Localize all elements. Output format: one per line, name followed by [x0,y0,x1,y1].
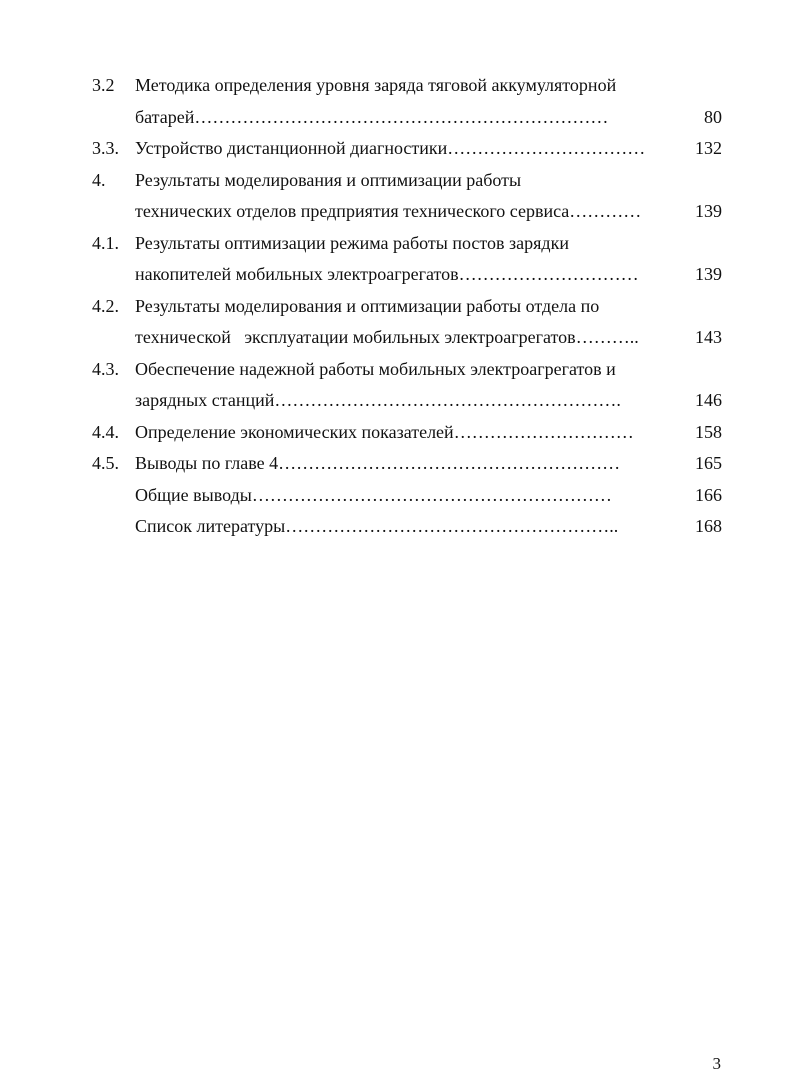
toc-entry-number: 4.2. [92,295,119,316]
toc-entry [92,511,722,543]
toc-entry-page: 143 [695,327,722,347]
page-number: 3 [712,1054,721,1073]
toc-entry-text [135,354,722,417]
toc-entry-title: Список литературы [135,516,286,536]
toc-entry-text [135,448,722,480]
toc-dot-leader: ………………………………………………… [278,453,621,473]
toc-entry-title: батарей [135,106,195,127]
table-of-contents [92,70,722,543]
toc-entry-text [135,417,722,449]
toc-entry-text [135,165,722,228]
toc-dot-leader: ………………………… [453,421,634,442]
toc-dot-leader: ………… [569,201,642,221]
toc-entry-last-line [135,480,722,512]
toc-entry-number: 3.2 [92,75,115,95]
toc-entry-line: Обеспечение надежной работы мобильных электроагрегатов и [135,358,616,379]
toc-entry-last-line [135,417,722,449]
toc-entry-title: технических отделов предприятия технического сервиса [135,201,570,221]
toc-entry-text [135,480,722,512]
toc-entry-title: технической эксплуатации мобильных электроагрегатов [135,327,576,347]
toc-entry-text [135,228,722,291]
toc-entry-title: зарядных станций [135,390,275,410]
toc-dot-leader: …………………………… [447,138,646,158]
toc-entry-last-line [135,448,722,480]
toc-entry-last-line [135,511,722,543]
toc-dot-leader: ……………………………………………….. [285,516,619,536]
toc-dot-leader: …………………………………………………. [274,390,621,410]
toc-entry-number: 4.4. [92,421,119,442]
toc-entry-title: накопителей мобильных электроагрегатов [135,264,459,284]
toc-entry [92,417,722,449]
toc-entry-number: 4.3. [92,358,119,379]
toc-entry-text [135,133,722,165]
toc-entry-last-line [135,102,722,134]
toc-entry-page: 158 [695,421,722,442]
toc-entry-title: Определение экономических показателей [135,421,454,442]
toc-entry-page: 132 [695,138,722,158]
toc-entry-page: 166 [695,484,722,505]
toc-entry-line: Результаты моделирования и оптимизации работы [135,169,522,190]
toc-entry-title: Устройство дистанционной диагностики [135,138,448,158]
toc-entry [92,165,722,228]
toc-entry-last-line [135,259,722,291]
toc-entry-number: 3.3. [92,138,119,158]
toc-entry-text [135,70,722,133]
toc-entry-line: Результаты моделирования и оптимизации работы отдела по [135,295,600,316]
toc-dot-leader: …………………………………………………………… [194,106,609,127]
toc-entry-number: 4.1. [92,232,119,253]
toc-entry-page: 139 [695,201,722,221]
toc-entry [92,133,722,165]
toc-entry-title: Общие выводы [135,484,252,505]
toc-entry [92,228,722,291]
toc-dot-leader: …………………………………………………… [251,484,612,505]
toc-entry-page: 80 [704,106,722,127]
toc-entry [92,70,722,133]
toc-entry-last-line [135,385,722,417]
toc-entry-last-line [135,322,722,354]
toc-dot-leader: ………………………… [458,264,639,284]
toc-entry-text [135,511,722,543]
toc-entry-number: 4.5. [92,453,119,473]
toc-entry-line: Методика определения уровня заряда тяговой аккумуляторной [135,75,617,95]
toc-entry-last-line [135,133,722,165]
toc-entry-number: 4. [92,169,106,190]
toc-entry [92,291,722,354]
toc-entry [92,448,722,480]
toc-entry [92,354,722,417]
toc-entry [92,480,722,512]
toc-entry-page: 139 [695,264,722,284]
toc-entry-last-line [135,196,722,228]
toc-dot-leader: ……….. [575,327,639,347]
toc-entry-page: 165 [695,453,722,473]
toc-entry-text [135,291,722,354]
toc-entry-title: Выводы по главе 4 [135,453,279,473]
toc-entry-page: 146 [695,390,722,410]
toc-entry-page: 168 [695,516,722,536]
toc-entry-line: Результаты оптимизации режима работы постов зарядки [135,232,569,253]
